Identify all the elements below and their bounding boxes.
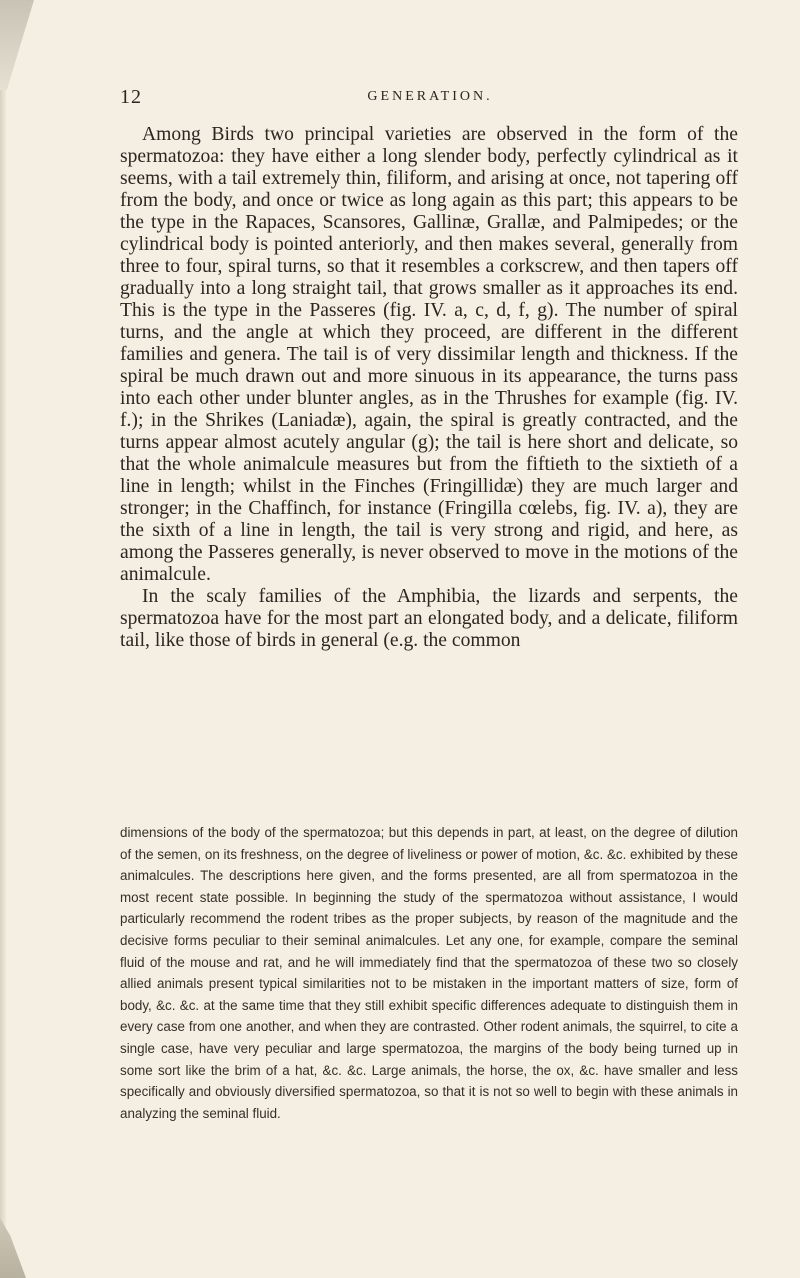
body-text: [120, 124, 738, 652]
footnote: dimensions of the body of the spermatozoa; but this depends in part, at least, on the degree of dilution of the semen, on its freshness, on the degree of liveliness or power of motion, &c. &c. exhibited by these animalcules. The descriptions here given, and the forms presented, are all from spermatozoa in the most recent state possible. In beginning the study of the spermatozoa without assistance, I would particularly recommend the rodent tribes as the proper subjects, by reason of the magnitude and the decisive forms peculiar to their seminal animalcules. Let any one, for example, compare the seminal fluid of the mouse and rat, and he will immediately find that the spermatozoa of these two so closely allied animals present typical similarities not to be mistaken in the important matters of size, form of body, &c. &c. at the same time that they still exhibit specific differences adequate to distinguish them in every case from one another, and when they are contrasted. Other rodent animals, the squirrel, to cite a single case, have very peculiar and large spermatozoa, the margins of the body being turned up in some sort like the brim of a hat, &c. &c. Large animals, the horse, the ox, &c. have smaller and less specifically and obviously diversified spermatozoa, so that it is not so well to begin with these animals in analyzing the seminal fluid.: [120, 825, 738, 1121]
page-corner-shadow: [0, 0, 34, 90]
page-edge: [0, 90, 6, 1278]
page-corner-bottom: [0, 1218, 26, 1278]
body-paragraph: Among Birds two principal varieties are observed in the form of the spermatozoa: they have either a long slender body, perfectly cylindrical as it seems, with a tail extremely thin, filiform, and arising at once, not tapering off from the body, and once or twice as long again as this part; this appears to be the type in the Rapaces, Scansores, Gallinæ, Grallæ, and Palmipedes; or the cylindrical body is pointed anteriorly, and then makes several, generally from three to four, spiral turns, so that it resembles a corkscrew, and then tapers off gradually into a long straight tail, that grows smaller as it approaches its end. This is the type in the Passeres (fig. IV. a, c, d, f, g). The number of spiral turns, and the angle at which they proceed, are different in the different families and genera. The tail is of very dissimilar length and thickness. If the spiral be much drawn out and more sinuous in its appearance, the turns pass into each other under blunter angles, as in the Thrushes for example (fig. IV. f.); in the Shrikes (Laniadæ), again, the spiral is greatly contracted, and the turns appear almost acutely angular (g); the tail is here short and delicate, so that the whole animalcule measures but from the fiftieth to the sixtieth of a line in length; whilst in the Finches (Fringillidæ) they are much larger and stronger; in the Chaffinch, for instance (Fringilla cœlebs, fig. IV. a), they are the sixth of a line in length, the tail is very strong and rigid, and here, as among the Passeres generally, is never observed to move in the motions of the animalcule.: [120, 124, 738, 585]
page-number: 12: [120, 86, 142, 108]
running-head: GENERATION.: [367, 89, 493, 104]
body-paragraph: In the scaly families of the Amphibia, the lizards and serpents, the spermatozoa have for the most part an elongated body, and a delicate, filiform tail, like those of birds in general (e.g. the common: [120, 586, 738, 651]
page-header: [120, 86, 740, 112]
